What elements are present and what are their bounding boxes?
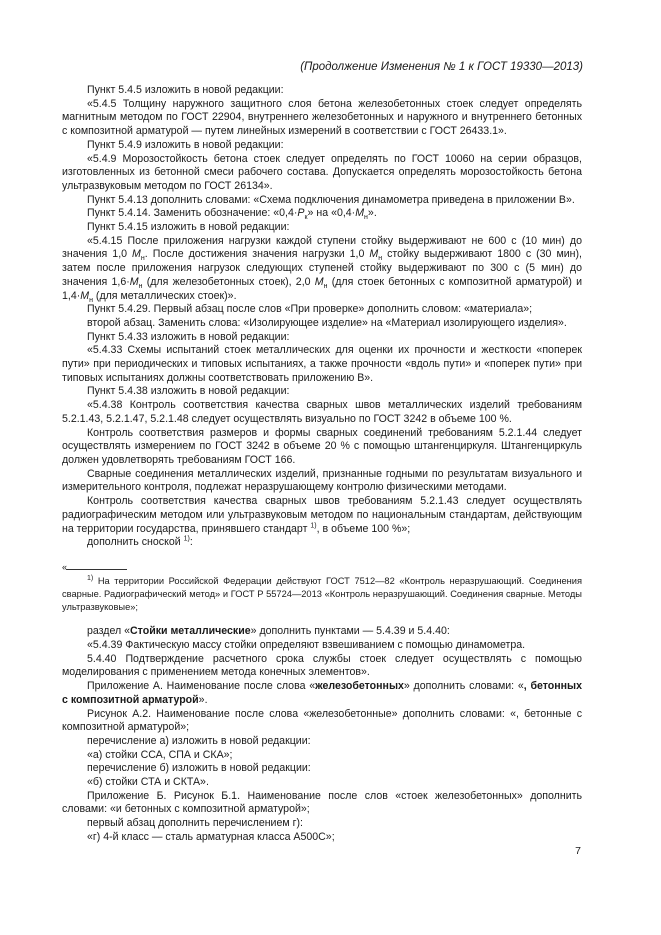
paragraph: «а) стойки ССА, СПА и СКА»; (87, 748, 233, 761)
paragraph: «б) стойки СТА и СКТА». (87, 776, 209, 789)
document-body (62, 84, 582, 845)
paragraph: Приложение А. Наименование после слова «железобетонных» дополнить словами: «, бетонных с композитной арматурой». (62, 680, 582, 706)
paragraph: дополнить сноской $^{1)}$: (87, 535, 193, 549)
paragraph: «г) 4-й класс — сталь арматурная класса А500С»; (87, 830, 335, 843)
paragraph: Приложение Б. Рисунок Б.1. Наименование после слов «стоек железобетонных» дополнить словами: «и бетонных с композитной арматурой»; (62, 789, 582, 816)
paragraph: 5.4.40 Подтверждение расчетного срока службы стоек следует осуществлять с помощью моделирования с применением метода конечных элементов». (62, 652, 582, 679)
footnote: $^{1)}$ На территории Российской Федерации действуют ГОСТ 7512—82 «Контроль неразрушающий. Соединения сварные. Радиографический метод» и ГОСТ Р 55724—2013 «Контроль неразрушающий. Соединения сварные. Методы ультразвуковые»; (62, 574, 582, 612)
paragraph: «5.4.39 Фактическую массу стойки определяют взвешиванием с помощью динамометра. (87, 639, 526, 651)
paragraph: Рисунок А.2. Наименование после слова «железобетонные» дополнить словами: «, бетонные с композитной арматурой»; (62, 707, 582, 734)
paragraph: «5.4.33 Схемы испытаний стоек металлических для оценки их прочности и жесткости «поперек пути» при периодических и типовых испытаниях, а также прочности «вдоль пути» и «поперек пути» при типовых испытаниях должны соответствовать приложению В». (62, 344, 582, 384)
paragraph: Пункт 5.4.38 изложить в новой редакции: (87, 385, 290, 398)
footnote-quote-mark: « (62, 561, 68, 572)
paragraph: первый абзац дополнить перечислением г): (87, 817, 303, 830)
paragraph: «5.4.5 Толщину наружного защитного слоя бетона железобетонных стоек следует определять магнитным методом по ГОСТ 22904, внутреннего железобетонных и наружного и внутреннего бетонных с композитной арматурой — путем линейных измерений в соответствии с ГОСТ 26433.1». (62, 97, 582, 138)
paragraph: перечисление б) изложить в новой редакции: (87, 762, 311, 775)
paragraph: Пункт 5.4.14. Заменить обозначение: «$0,4\cdot P_к$» на «$0,4\cdot M_н$». (87, 207, 377, 222)
paragraph: Пункт 5.4.15 изложить в новой редакции: (87, 221, 290, 234)
running-header: (Продолжение Изменения № 1 к ГОСТ 19330—2013) (300, 61, 583, 73)
paragraph: «5.4.15 После приложения нагрузки каждой ступени стойку выдерживают не 600 с (10 мин) до значения 1,0 $M_н$. После достижения значения нагрузки 1,0 $M_н$ стойку выдерживают 1800 с (30 мин), затем после приложения нагрузок следующих ступеней стойку выдерживают по 300 с (5 мин) до значения $1,6\cdot M_н$ (для железобетонных стоек), 2,0 $M_н$ (для стоек бетонных с композитной арматурой) и $1,4\cdot M_н$ (для металлических стоек)». (62, 234, 582, 304)
footnote-rule (66, 569, 127, 570)
paragraph: Пункт 5.4.13 дополнить словами: «Схема подключения динамометра приведена в приложении В». (87, 193, 575, 206)
paragraph: второй абзац. Заменить слова: «Изолирующее изделие» на «Материал изолирующего изделия». (87, 316, 567, 329)
paragraph: раздел «Стойки металлические» дополнить пунктами — 5.4.39 и 5.4.40: (87, 625, 450, 638)
footnote-separator (62, 563, 582, 575)
section-gap (62, 613, 582, 625)
paragraph: перечисление а) изложить в новой редакции: (87, 734, 311, 747)
paragraph: Пункт 5.4.29. Первый абзац после слов «При проверке» дополнить словом: «материала»; (87, 303, 533, 316)
page-number: 7 (575, 845, 581, 857)
paragraph: Пункт 5.4.9 изложить в новой редакции: (87, 138, 284, 151)
paragraph: Контроль соответствия качества сварных швов требованиям 5.2.1.43 следует осуществлять радиографическим методом или ультразвуковым методом по национальным стандартам, действующим на территории государства, принявшего стандарт $^{1)}$, в объеме 100 %»; (62, 495, 582, 535)
paragraph: Пункт 5.4.33 изложить в новой редакции: (87, 330, 290, 343)
paragraph: «5.4.38 Контроль соответствия качества сварных швов металлических изделий требованиям 5.2.1.43, 5.2.1.47, 5.2.1.48 следует осуществлять визуально по ГОСТ 3242 в объеме 100 %. (62, 399, 582, 425)
paragraph: Пункт 5.4.5 изложить в новой редакции: (87, 84, 284, 96)
paragraph: Контроль соответствия размеров и формы сварных соединений требованиям 5.2.1.44 следует осуществлять измерением по ГОСТ 3242 в объеме 20 % с помощью штангенциркуля. Штангенциркуль должен удовлетворять требованиям ГОСТ 166. (62, 426, 582, 466)
paragraph: Сварные соединения металлических изделий, признанные годными по результатам визуального и измерительного контроля, подлежат неразрушающему контролю физическими методами. (62, 467, 582, 494)
paragraph: «5.4.9 Морозостойкость бетона стоек следует определять по ГОСТ 10060 на серии образцов, изготовленных из бетонной смеси рабочего состава. Допускается определять морозостойкость бетона ультразвуковым методом по ГОСТ 26134». (62, 152, 582, 192)
